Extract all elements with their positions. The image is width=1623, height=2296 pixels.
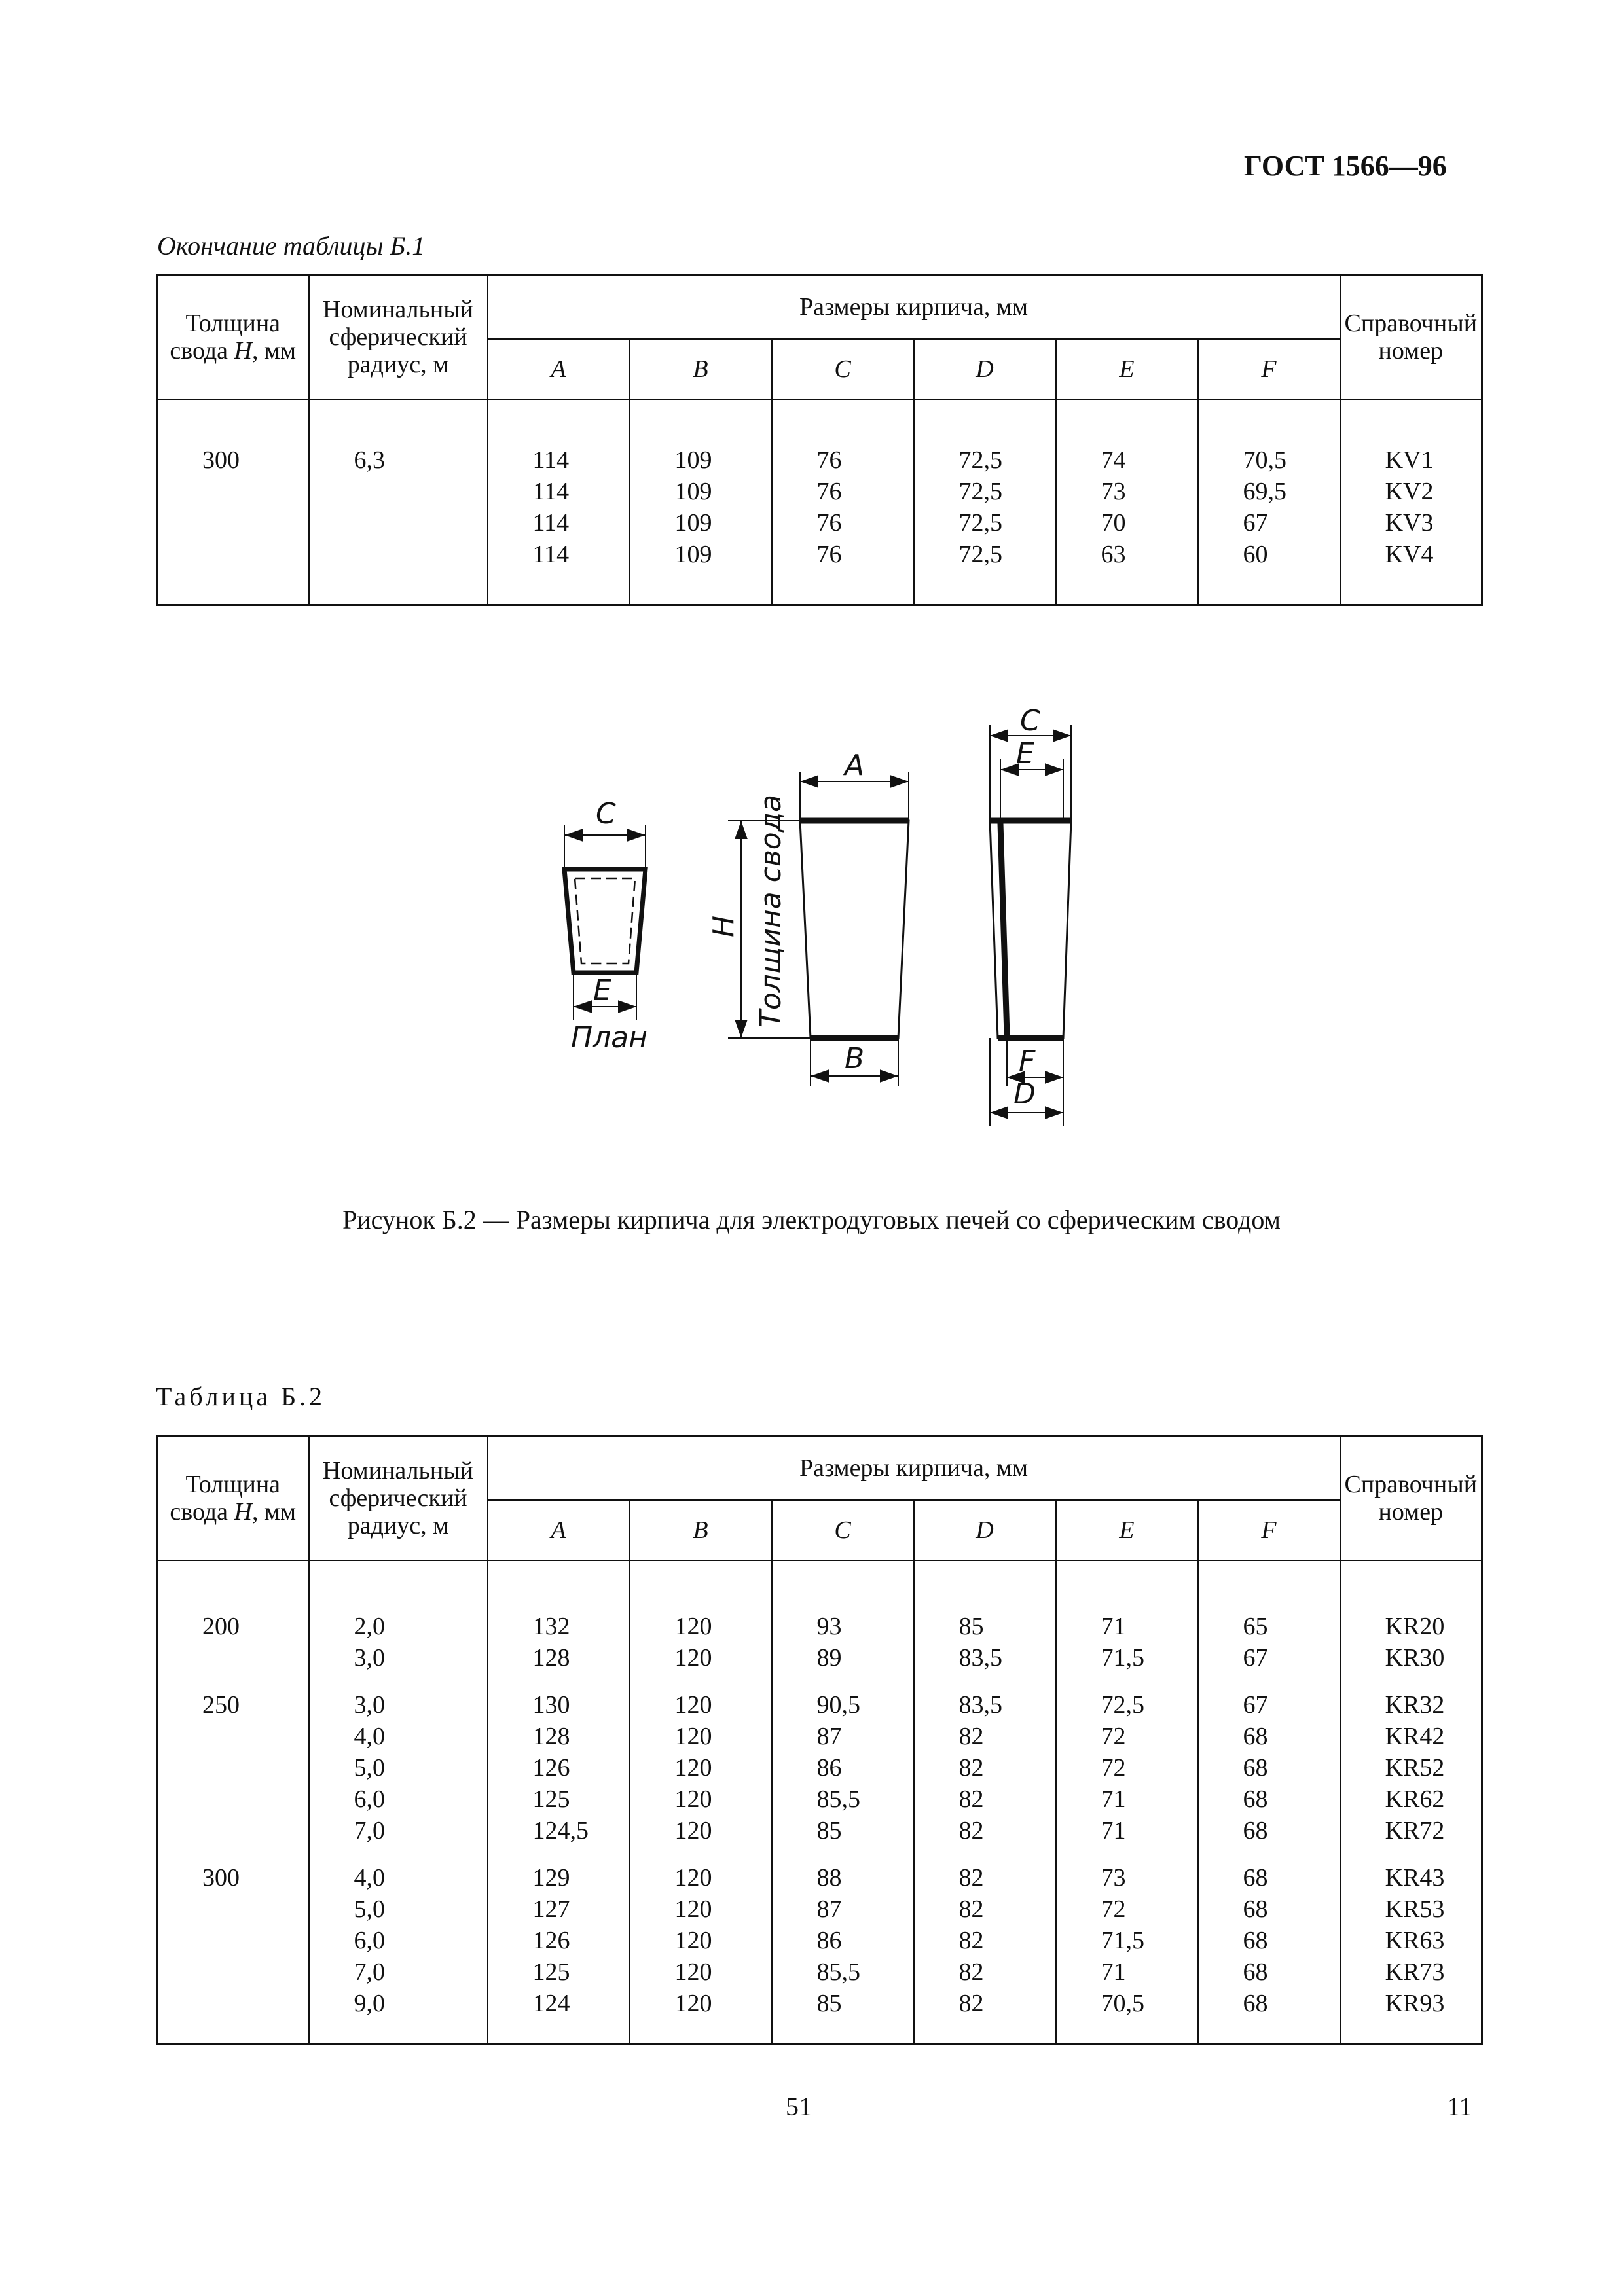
radius-cell: 2,0 3,0 xyxy=(309,1560,488,1681)
front-view xyxy=(990,707,1071,1126)
dim-e-header: E xyxy=(1056,339,1198,399)
reference-cell: KR32 KR42 KR52 KR62 KR72 xyxy=(1340,1681,1482,1854)
table1-caption: Окончание таблицы Б.1 xyxy=(157,231,426,260)
plan-e-label: E xyxy=(593,974,611,1007)
dim-d-cell: 83,5 82 82 82 82 xyxy=(914,1681,1056,1854)
reference-cell: KR43 KR53 KR63 KR73 KR93 xyxy=(1340,1854,1482,2044)
thickness-cell: 300 xyxy=(157,1854,309,2044)
dim-e-cell: 72,5 72 72 71 71 xyxy=(1056,1681,1198,1854)
thickness-cell: 200 xyxy=(157,1560,309,1681)
radius-cell: 6,3 xyxy=(309,399,488,605)
dim-f-cell: 65 67 xyxy=(1198,1560,1340,1681)
side-h-label: H xyxy=(707,915,740,937)
radius-header: Номинальный сферический радиус, м xyxy=(309,275,488,400)
side-a-label: A xyxy=(845,749,865,782)
dim-d-cell: 82 82 82 82 82 xyxy=(914,1854,1056,2044)
table-row xyxy=(157,1854,1482,2044)
dim-e-cell: 73 72 71,5 71 70,5 xyxy=(1056,1854,1198,2044)
page-number-center: 51 xyxy=(786,2092,812,2121)
table-row xyxy=(157,1560,1482,1681)
figure-caption: Рисунок Б.2 — Размеры кирпича для электродуговых печей со сферическим сводом xyxy=(342,1205,1281,1234)
thickness-cell: 300 xyxy=(157,399,309,605)
dim-b-cell: 120 120 120 120 120 xyxy=(630,1854,772,2044)
thickness-header: Толщина свода H, мм xyxy=(157,1436,309,1561)
dim-f-cell: 70,5 69,5 67 60 xyxy=(1198,399,1340,605)
dim-f-header: F xyxy=(1198,1500,1340,1560)
radius-header: Номинальный сферический радиус, м xyxy=(309,1436,488,1561)
table1 xyxy=(156,274,1483,606)
front-c-label: C xyxy=(1020,707,1040,738)
dim-f-cell: 68 68 68 68 68 xyxy=(1198,1854,1340,2044)
plan-view xyxy=(564,797,647,1054)
front-d-label: D xyxy=(1013,1077,1036,1111)
dim-b-cell: 120 120 120 120 120 xyxy=(630,1681,772,1854)
dimensions-header: Размеры кирпича, мм xyxy=(488,1436,1340,1501)
reference-cell: KV1 KV2 KV3 KV4 xyxy=(1340,399,1482,605)
dim-a-cell: 129 127 126 125 124 xyxy=(488,1854,630,2044)
dim-e-header: E xyxy=(1056,1500,1198,1560)
dim-a-header: A xyxy=(488,1500,630,1560)
dim-e-cell: 71 71,5 xyxy=(1056,1560,1198,1681)
side-thickness-label: Толщина свода xyxy=(754,794,788,1028)
dim-d-cell: 72,5 72,5 72,5 72,5 xyxy=(914,399,1056,605)
table2-caption: Таблица Б.2 xyxy=(156,1382,326,1411)
thickness-header: Толщина свода H, мм xyxy=(157,275,309,400)
dim-c-header: C xyxy=(772,339,914,399)
plan-c-label: C xyxy=(596,797,616,831)
dim-a-header: A xyxy=(488,339,630,399)
radius-cell: 3,0 4,0 5,0 6,0 7,0 xyxy=(309,1681,488,1854)
dim-c-cell: 76 76 76 76 xyxy=(772,399,914,605)
dim-b-header: B xyxy=(630,1500,772,1560)
dim-a-cell: 114 114 114 114 xyxy=(488,399,630,605)
plan-label: План xyxy=(571,1021,647,1054)
dimensions-header: Размеры кирпича, мм xyxy=(488,275,1340,340)
dim-c-cell: 90,5 87 86 85,5 85 xyxy=(772,1681,914,1854)
front-f-label: F xyxy=(1019,1045,1036,1078)
radius-cell: 4,0 5,0 6,0 7,0 9,0 xyxy=(309,1854,488,2044)
front-e-label: E xyxy=(1016,737,1034,770)
dim-c-cell: 93 89 xyxy=(772,1560,914,1681)
dim-a-cell: 132 128 xyxy=(488,1560,630,1681)
table-row xyxy=(157,1681,1482,1854)
table2 xyxy=(156,1435,1483,2045)
dim-b-cell: 120 120 xyxy=(630,1560,772,1681)
table-row xyxy=(157,399,1482,605)
reference-cell: KR20 KR30 xyxy=(1340,1560,1482,1681)
thickness-cell: 250 xyxy=(157,1681,309,1854)
side-view xyxy=(707,749,909,1086)
dim-f-header: F xyxy=(1198,339,1340,399)
dim-e-cell: 74 73 70 63 xyxy=(1056,399,1198,605)
document-code: ГОСТ 1566—96 xyxy=(1244,150,1447,182)
reference-number-header: Справочный номер xyxy=(1340,1436,1482,1561)
dim-d-cell: 85 83,5 xyxy=(914,1560,1056,1681)
dim-d-header: D xyxy=(914,339,1056,399)
dim-a-cell: 130 128 126 125 124,5 xyxy=(488,1681,630,1854)
figure-drawing xyxy=(0,707,1623,1165)
brick-dimensions-figure xyxy=(0,707,1623,1165)
dim-c-cell: 88 87 86 85,5 85 xyxy=(772,1854,914,2044)
dim-d-header: D xyxy=(914,1500,1056,1560)
side-b-label: B xyxy=(845,1042,865,1075)
page-number-right: 11 xyxy=(1447,2092,1472,2121)
reference-number-header: Справочный номер xyxy=(1340,275,1482,400)
dim-b-cell: 109 109 109 109 xyxy=(630,399,772,605)
dim-c-header: C xyxy=(772,1500,914,1560)
dim-f-cell: 67 68 68 68 68 xyxy=(1198,1681,1340,1854)
dim-b-header: B xyxy=(630,339,772,399)
